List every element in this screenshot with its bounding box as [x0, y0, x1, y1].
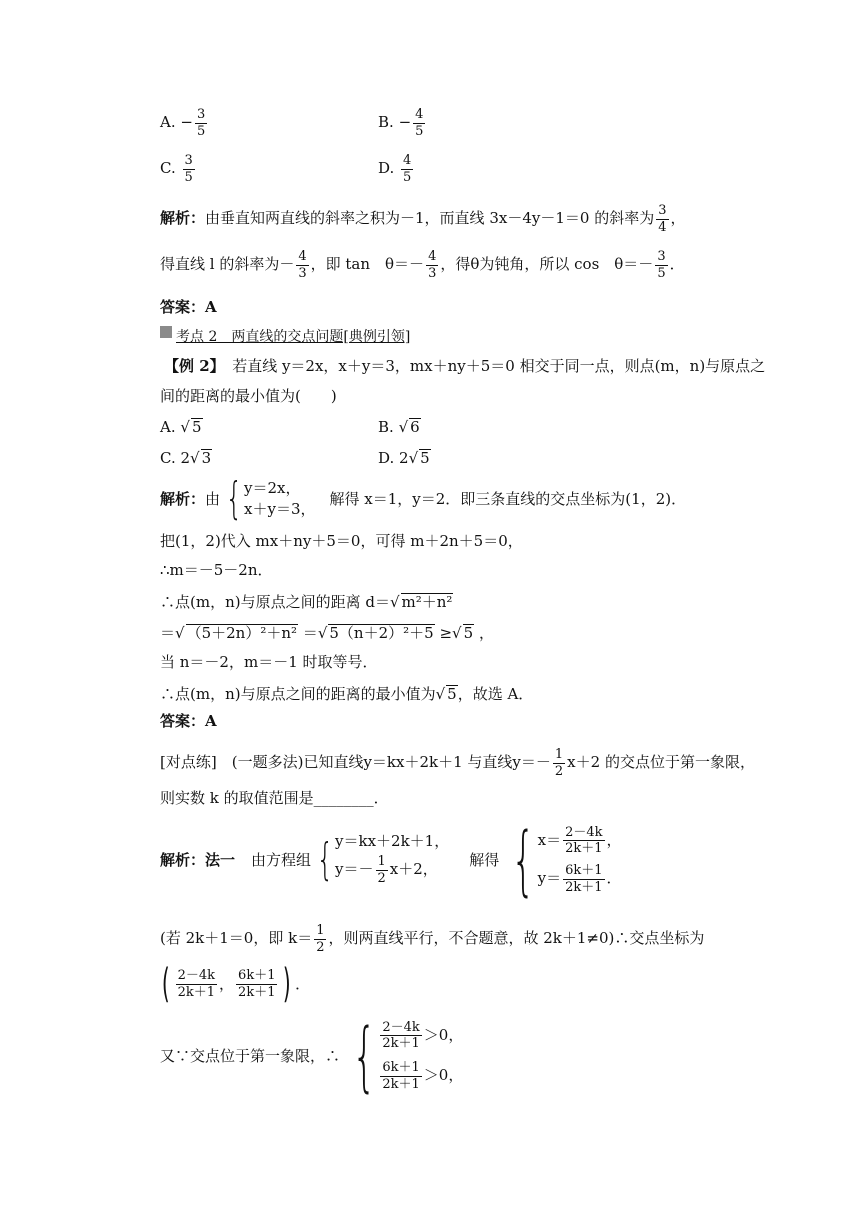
numerator: 3	[657, 249, 666, 264]
radicand: 5	[447, 685, 457, 703]
fraction	[426, 250, 438, 280]
sqrt-icon: √	[190, 449, 200, 467]
solution2-line5	[160, 624, 494, 641]
fraction	[183, 154, 195, 184]
denominator: 5	[415, 123, 424, 139]
option-d	[378, 154, 415, 184]
solution-lead: 解析：	[160, 209, 206, 228]
numerator: 6k＋1	[382, 1060, 420, 1075]
numerator: 1	[554, 747, 564, 762]
solution1-line1	[160, 204, 686, 234]
answer-1: 答案：A	[160, 298, 217, 316]
solution2-line7	[160, 685, 533, 702]
solution3-conditions	[160, 1011, 464, 1100]
section-icon	[160, 326, 172, 338]
section-title: 考点 2 两直线的交点问题[典例引领]	[176, 329, 411, 345]
solution-text: ，得θ为钝角，所以 cos θ＝－	[440, 255, 654, 274]
denominator: 5	[403, 169, 412, 185]
system-rows	[538, 826, 622, 895]
option-c	[160, 154, 197, 184]
solution-text: ，即 tan θ＝－	[310, 255, 425, 274]
solution-text: ．	[669, 255, 685, 274]
denominator: 5	[184, 169, 193, 185]
solution2-line3: ∴m＝－5－2n．	[160, 561, 273, 579]
numerator: 2－4k	[177, 967, 216, 983]
option-label: A.	[160, 418, 176, 436]
practice-text: (一题多法)已知直线y＝kx＋2k＋1 与直线y＝－	[231, 753, 551, 772]
solution-text: 解得	[469, 850, 500, 869]
solution3-note	[160, 924, 704, 954]
coefficient: 2	[180, 449, 191, 467]
option-b	[378, 108, 427, 138]
solution2-line4	[160, 593, 453, 610]
system-rows	[335, 834, 449, 885]
inequality	[378, 1021, 463, 1051]
solution1-line2	[160, 250, 685, 280]
fraction	[380, 1061, 421, 1091]
fraction	[401, 154, 413, 184]
equation-part: y＝－	[335, 860, 374, 879]
solution-text: ∴点(m，n)与原点之间的距离的最小值为	[160, 685, 436, 703]
example-text: 若直线 y＝2x，x＋y＝3，mx＋ny＋5＝0 相交于同一点，则点(m，n)与原点之	[232, 357, 766, 375]
denominator: 2k＋1	[177, 984, 216, 1000]
numerator: 2－4k	[382, 1019, 420, 1035]
solution-text: 解得 x＝1，y＝2．即三条直线的交点坐标为(1，2)．	[329, 489, 687, 508]
sqrt-icon: √	[408, 449, 419, 467]
option-label: C.	[160, 159, 176, 178]
fraction	[296, 250, 308, 280]
numerator: 1	[316, 923, 325, 938]
solution-text: ＝	[160, 624, 176, 642]
inequality-tail: ＞0，	[423, 1066, 464, 1085]
example2-option-a	[160, 418, 203, 435]
radicand: 5	[420, 449, 430, 467]
sqrt-icon: √	[175, 624, 185, 642]
system-rows	[378, 1021, 463, 1092]
solution-text: ，则两直线平行，不合题意，故 2k＋1≠0)∴交点坐标为	[328, 929, 705, 948]
fraction	[236, 969, 277, 999]
fraction	[380, 1021, 421, 1051]
solution2-line6: 当 n＝－2，m＝－1 时取等号．	[160, 653, 378, 671]
brace-icon: {	[225, 473, 243, 524]
numerator: 3	[658, 203, 667, 218]
denominator: 4	[658, 219, 667, 235]
numerator: 4	[298, 249, 307, 264]
solution-text: 又∵交点位于第一象限，∴	[160, 1046, 341, 1065]
solution-text: 由方程组	[251, 850, 312, 869]
option-label: B.	[378, 418, 394, 436]
solution-text: 得直线 l 的斜率为－	[160, 255, 295, 274]
equation-part: x＝	[537, 830, 562, 849]
fraction	[656, 204, 668, 234]
denominator: 2k＋1	[382, 1076, 420, 1092]
coefficient: 2	[399, 449, 409, 467]
solution-text: (若 2k＋1＝0，即 k＝	[160, 929, 313, 948]
brace-icon: {	[316, 834, 334, 885]
sqrt-icon: √	[389, 593, 400, 611]
solution-text: 由	[205, 489, 221, 508]
denominator: 5	[196, 123, 206, 139]
sqrt-icon: √	[180, 418, 190, 436]
solution-text: ．	[295, 974, 311, 993]
inequality	[378, 1061, 463, 1091]
fraction	[563, 864, 604, 894]
solution2-line2: 把(1，2)代入 mx＋ny＋5＝0，可得 m＋2n＋5＝0，	[160, 532, 523, 550]
option-label: D.	[378, 449, 395, 467]
practice-text: x＋2 的交点位于第一象限，	[567, 753, 755, 772]
example2-option-d	[378, 449, 431, 466]
example2-option-b	[378, 418, 421, 435]
equation-system	[311, 834, 449, 885]
system-rows	[244, 481, 315, 517]
option-sign: −	[398, 113, 412, 132]
option-a	[160, 108, 209, 138]
solution3-line1	[160, 815, 622, 904]
solution-text: ，故选 A．	[457, 685, 534, 703]
solution-lead: 解析：法一	[160, 850, 236, 869]
sqrt-icon: √	[435, 685, 446, 703]
fraction	[553, 748, 565, 778]
option-label: A.	[160, 113, 176, 132]
numerator: 2－4k	[565, 824, 603, 840]
brace-icon: {	[352, 1011, 377, 1100]
practice-line2: 则实数 k 的取值范围是________．	[160, 789, 389, 807]
left-paren-icon: (	[161, 961, 170, 1007]
equation-part: ．	[606, 869, 622, 888]
numerator: 3	[196, 107, 206, 122]
answer-2: 答案：A	[160, 712, 217, 730]
intersection-point	[158, 961, 311, 1007]
inequality-tail: ＞0，	[423, 1025, 464, 1044]
denominator: 2k＋1	[382, 1036, 420, 1052]
numerator: 4	[403, 153, 412, 168]
practice-label: [对点练]	[160, 753, 217, 772]
numerator: 6k＋1	[238, 967, 276, 983]
example2-option-c	[160, 449, 212, 466]
denominator: 2k＋1	[238, 984, 276, 1000]
example-label: 【例 2】	[164, 357, 218, 375]
denominator: 3	[428, 265, 437, 281]
fraction	[413, 108, 425, 138]
radicand: 5	[191, 418, 202, 436]
solution-text: ≥	[439, 624, 453, 642]
solution-lead: 解析：	[160, 489, 206, 508]
equation-system	[220, 473, 316, 524]
denominator: 2	[377, 871, 386, 886]
fraction	[195, 108, 207, 138]
numerator: 1	[377, 854, 386, 870]
example2-line2: 间的距离的最小值为( )	[160, 387, 337, 405]
solution-text: ＝	[302, 624, 318, 642]
solution-text: ∴点(m，n)与原点之间的距离 d＝	[160, 593, 390, 611]
option-label: C.	[160, 449, 176, 467]
numerator: 6k＋1	[565, 863, 603, 878]
radicand: 5	[463, 624, 474, 642]
solution-text: 由垂直知两直线的斜率之积为－1，而直线 3x－4y－1＝0 的斜率为	[205, 209, 655, 228]
inequality-system	[340, 1011, 464, 1100]
solution-text: ，	[478, 624, 494, 642]
denominator: 2k＋1	[565, 841, 603, 857]
radicand: 3	[201, 449, 212, 467]
denominator: 2	[316, 939, 325, 955]
radicand: 6	[410, 418, 420, 436]
equation	[538, 864, 622, 894]
separator: ，	[219, 974, 235, 993]
equation-part: x＋2，	[389, 860, 438, 879]
denominator: 2	[554, 763, 564, 779]
sqrt-icon: √	[398, 418, 409, 436]
solution-system	[499, 815, 622, 904]
denominator: 2k＋1	[565, 879, 603, 895]
option-label: D.	[378, 159, 395, 178]
numerator: 3	[184, 153, 193, 168]
equation: x＋y＝3，	[244, 500, 316, 518]
equation-part: y＝	[537, 869, 562, 888]
radicand: m²＋n²	[401, 593, 453, 611]
equation	[538, 826, 622, 856]
fraction	[376, 855, 388, 885]
fraction	[563, 826, 604, 856]
numerator: 4	[415, 107, 424, 122]
solution-text: ，	[670, 209, 686, 228]
equation-part: ，	[606, 830, 622, 849]
radicand: 5（n＋2）²＋5	[329, 624, 434, 642]
equation	[335, 855, 449, 885]
fraction	[314, 924, 326, 954]
practice-line1	[160, 748, 755, 778]
example2-line1	[164, 359, 765, 374]
sqrt-icon: √	[317, 624, 328, 642]
right-paren-icon: )	[283, 961, 292, 1007]
fraction	[655, 250, 667, 280]
option-sign: −	[180, 113, 193, 132]
radicand: （5＋2n）²＋n²	[186, 624, 298, 642]
option-label: B.	[378, 113, 394, 132]
equation: y＝2x，	[244, 479, 301, 497]
fraction	[176, 969, 217, 999]
solution2-line1	[160, 473, 687, 524]
denominator: 3	[298, 265, 307, 281]
equation: y＝kx＋2k＋1，	[335, 832, 450, 851]
numerator: 4	[428, 249, 437, 264]
brace-icon: {	[511, 815, 536, 904]
sqrt-icon: √	[452, 624, 462, 642]
denominator: 5	[657, 265, 666, 281]
